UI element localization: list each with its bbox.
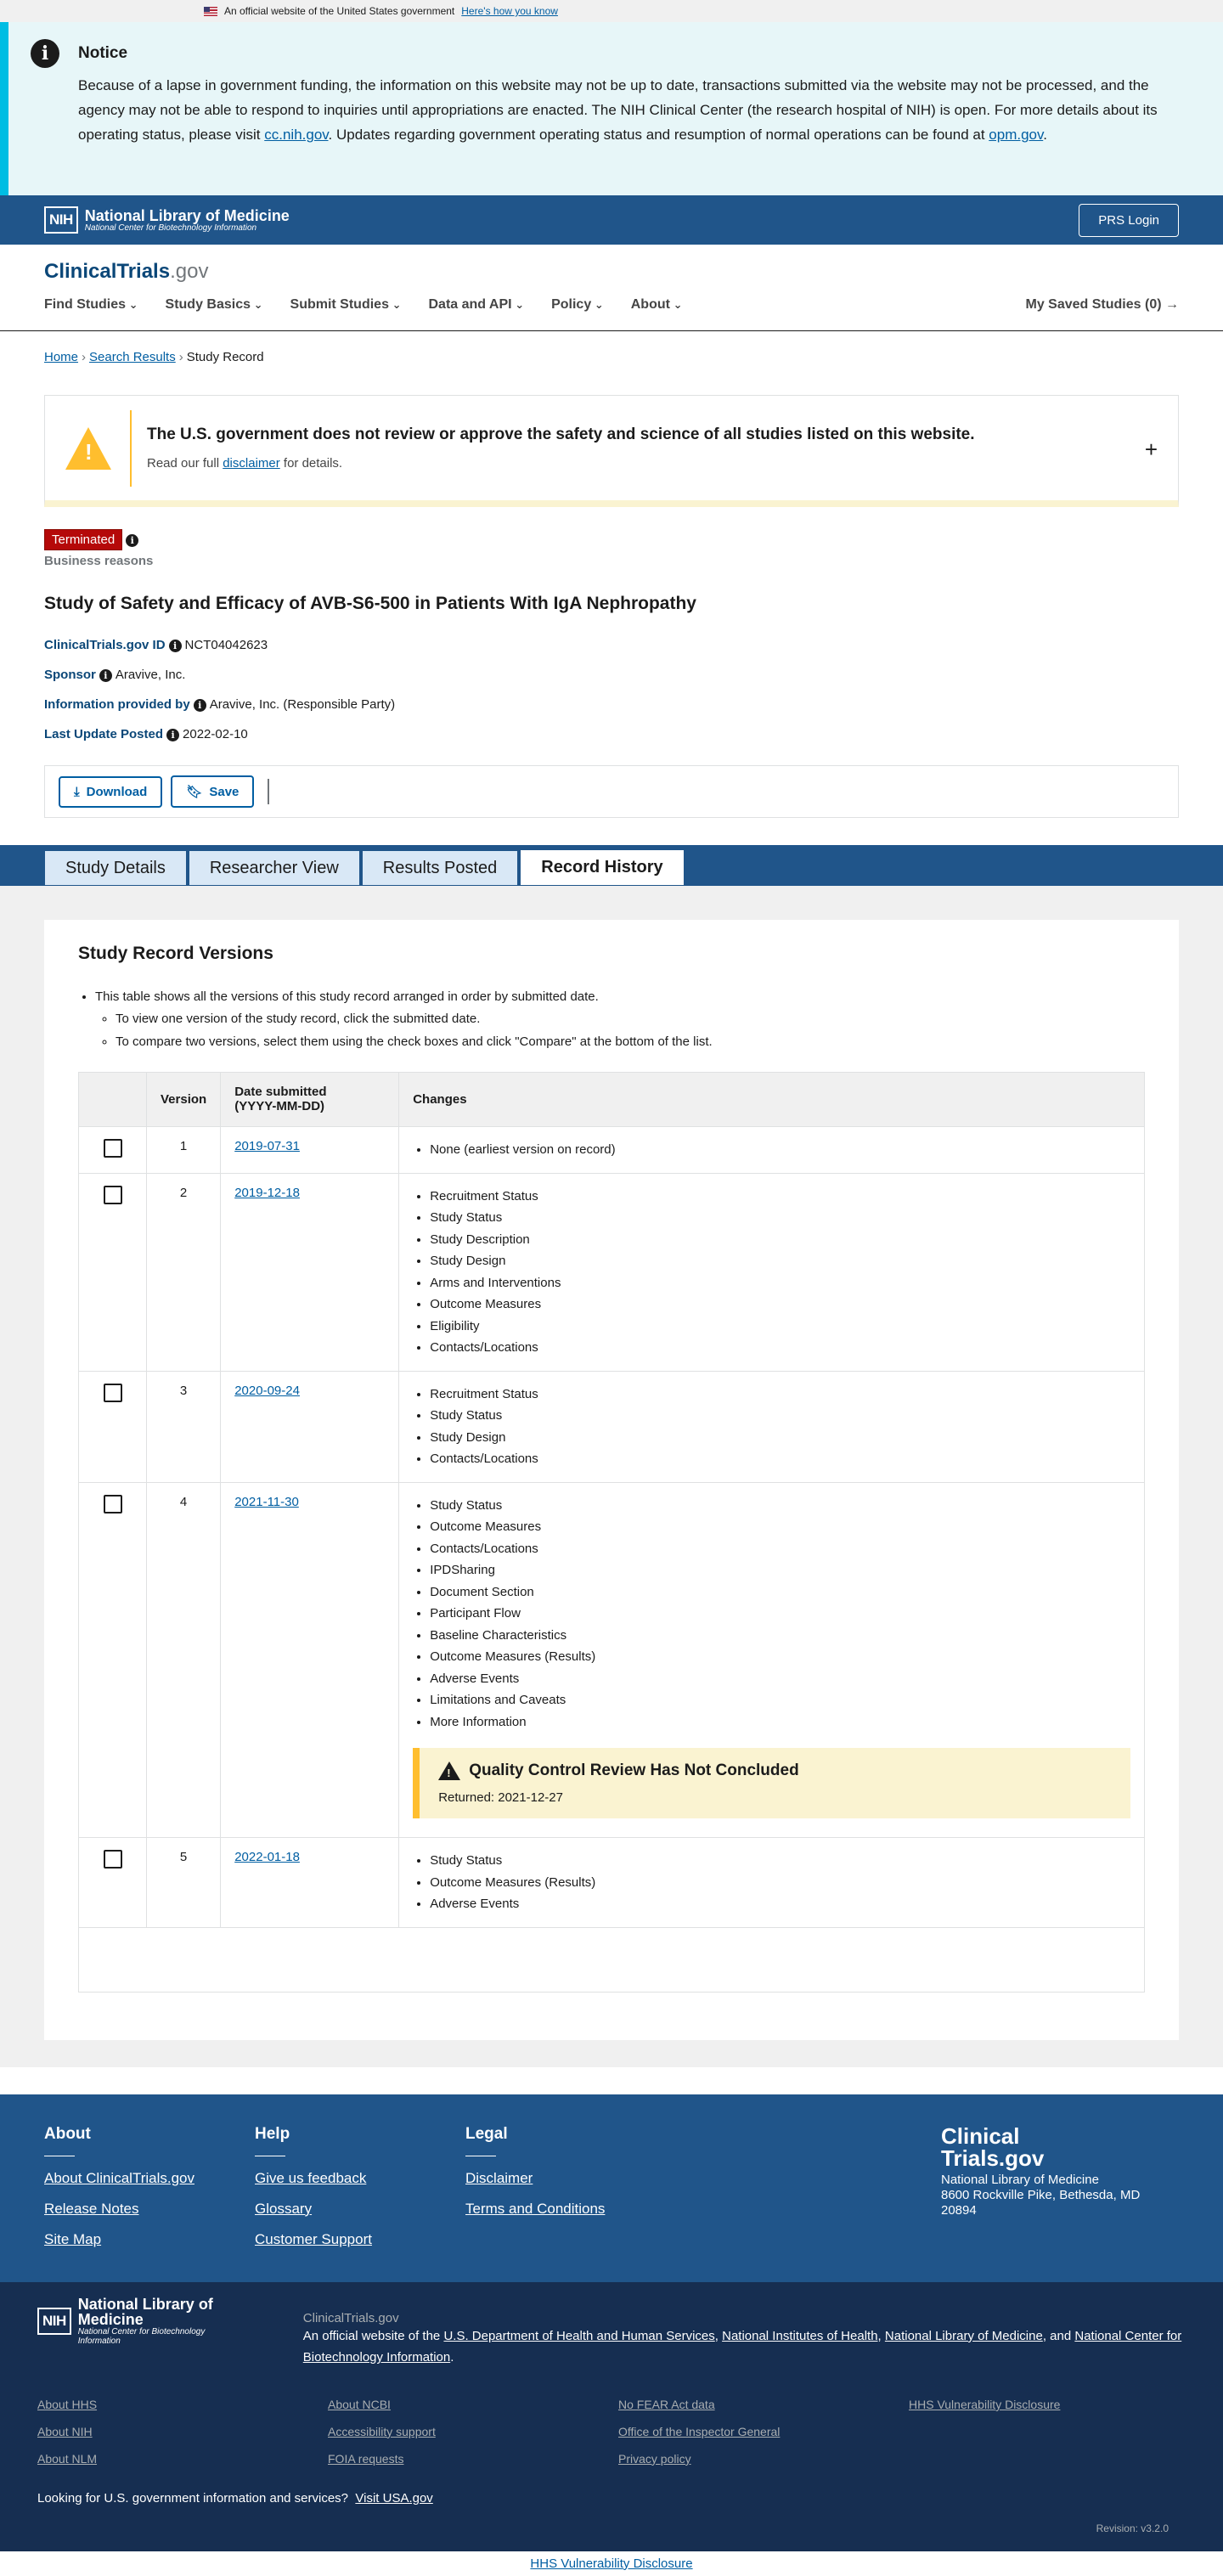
instruction-2: ◦ To view one version of the study record, click the submitted date. (116, 1008, 1145, 1030)
usa-gov-line: Looking for U.S. government information and services? Visit USA.gov (37, 2490, 433, 2506)
change-item: • Limitations and Caveats (430, 1689, 1130, 1711)
footer-link[interactable]: Customer Support (255, 2230, 372, 2247)
footer-link[interactable]: Release Notes (44, 2200, 139, 2217)
id-info-icon[interactable]: i (169, 640, 182, 652)
footer-ct-logo[interactable]: Clinical Trials.gov (941, 2122, 1045, 2171)
change-item: • Outcome Measures (Results) (430, 1872, 1130, 1894)
qc-returned-date: Returned: 2021-12-27 (438, 1790, 563, 1806)
footer-nlm-logo[interactable] (37, 2295, 247, 2346)
change-item: • Recruitment Status (430, 1186, 1130, 1208)
version-checkbox[interactable] (104, 1139, 122, 1158)
status-badge: Terminated (44, 529, 122, 550)
version-checkbox[interactable] (104, 1495, 122, 1513)
status-reason: Business reasons (44, 554, 154, 568)
version-date-link[interactable]: 2021-11-30 (234, 1494, 299, 1509)
hhs-vulnerability-link[interactable]: HHS Vulnerability Disclosure (530, 2556, 693, 2571)
change-item: • Study Status (430, 1495, 1130, 1517)
col-changes: Changes (399, 1072, 1145, 1126)
version-number: 3 (147, 1371, 221, 1482)
notice-body: Because of a lapse in government funding, the information on this website may not be up to date, transactions submitted via the website may not be processed, and the agency may not be able to respond to inquiries until appropriations are enacted. The NIH Clinical Center (the research hospital of NIH) is open. For more details about its operating status, please visit cc.nih.gov. Updates regarding government operating status and resumption of normal operations can be found at opm.gov. (78, 77, 1158, 144)
change-item: • More Information (430, 1711, 1130, 1733)
footer-link[interactable]: Glossary (255, 2200, 313, 2217)
versions-instructions (95, 986, 1145, 1053)
footer-link[interactable]: HHS Vulnerability Disclosure (909, 2397, 1061, 2411)
qc-alert (413, 1748, 1130, 1818)
revision-text: Revision: v3.2.0 (1096, 2522, 1169, 2534)
version-date-link[interactable]: 2022-01-18 (234, 1850, 300, 1865)
change-item: • Arms and Interventions (430, 1272, 1130, 1294)
nlm-title: National Library of Medicine (84, 206, 290, 224)
tab-study-details[interactable]: Study Details (44, 850, 187, 886)
breadcrumb: Home › Search Results › Study Record (44, 350, 264, 364)
nlm-subtitle: National Center for Biotechnology Information (77, 2326, 206, 2346)
footer-help-title: Help (255, 2125, 465, 2156)
footer-link[interactable]: FOIA requests (328, 2451, 404, 2466)
fact-id: ClinicalTrials.gov ID i NCT04042623 (44, 638, 268, 652)
gov-banner (0, 0, 1223, 22)
footer-link[interactable]: About NLM (37, 2451, 98, 2466)
footer-link[interactable]: About HHS (37, 2397, 98, 2411)
record-history-panel (0, 886, 1223, 2067)
footer-link[interactable]: About ClinicalTrials.gov (44, 2169, 194, 2186)
table-row (79, 1126, 1145, 1173)
footer-legal (465, 2125, 676, 2248)
provided-info-icon[interactable]: i (194, 699, 206, 712)
cc-nih-link[interactable]: cc.nih.gov (264, 127, 329, 144)
download-icon: ⤓ (74, 784, 80, 799)
footer-link[interactable]: Site Map (44, 2230, 102, 2247)
shutdown-notice (0, 22, 1223, 195)
change-item: • Contacts/Locations (430, 1337, 1130, 1359)
disclaimer-title: The U.S. government does not review or approve the safety and science of all studies listed on this website. (147, 426, 975, 443)
nlm-bar (0, 195, 1223, 245)
expand-plus-icon[interactable]: + (1144, 437, 1158, 462)
footer-legal-title: Legal (465, 2125, 676, 2156)
version-number: 1 (147, 1126, 221, 1173)
col-version: Version (147, 1072, 221, 1126)
footer-link[interactable]: Terms and Conditions (465, 2200, 606, 2217)
nav-submit-studies[interactable]: Submit Studies ⌄ (290, 297, 402, 313)
version-date-link[interactable]: 2020-09-24 (234, 1383, 300, 1398)
ncbi-link[interactable]: National Center for Biotechnology Information (302, 2328, 1182, 2365)
footer-about-title: About (44, 2125, 255, 2156)
disclaimer-divider (130, 410, 132, 487)
nlm-logo[interactable] (44, 206, 290, 234)
nav-data-api[interactable]: Data and API ⌄ (428, 297, 524, 313)
saved-studies-link[interactable]: My Saved Studies (0) → (1025, 297, 1179, 312)
disclaimer-banner (44, 395, 1179, 507)
fact-sponsor: Sponsor i Aravive, Inc. (44, 668, 186, 682)
prs-login-button[interactable]: PRS Login (1079, 204, 1179, 237)
version-date-link[interactable]: 2019-07-31 (234, 1138, 300, 1153)
change-item: • Study Status (430, 1405, 1130, 1427)
disclaimer-link[interactable]: disclaimer (223, 456, 280, 471)
change-item: • Document Section (430, 1581, 1130, 1604)
version-number: 5 (147, 1838, 221, 1928)
col-select (79, 1072, 147, 1126)
change-item: • Outcome Measures (430, 1516, 1130, 1538)
table-row (79, 1838, 1145, 1928)
main-nav (44, 297, 1179, 313)
ct-logo[interactable]: ClinicalTrials.gov (44, 260, 209, 283)
tab-results-posted[interactable]: Results Posted (362, 850, 519, 886)
versions-title: Study Record Versions (78, 944, 273, 963)
nav-policy[interactable]: Policy ⌄ (551, 297, 604, 313)
change-item: • Baseline Characteristics (430, 1625, 1130, 1647)
footer-official-text: ClinicalTrials.gov An official website of the U.S. Department of Health and Human Services, National Institutes of Health, National Library of Medicine, and National Center for Biotechnology Information. (303, 2304, 1186, 2369)
footer-about (44, 2125, 255, 2248)
footer-bottom (0, 2282, 1223, 2551)
change-item: • Study Design (430, 1427, 1130, 1449)
change-item: • Adverse Events (430, 1893, 1130, 1915)
nav-about[interactable]: About ⌄ (631, 297, 683, 313)
tab-record-history[interactable]: Record History (520, 847, 684, 886)
change-item: • Study Status (430, 1850, 1130, 1872)
warning-icon: ! (438, 1761, 460, 1780)
toolbar-divider (268, 779, 269, 804)
status-info-icon[interactable]: i (126, 534, 138, 547)
change-item: • Participant Flow (430, 1603, 1130, 1625)
study-title: Study of Safety and Efficacy of AVB-S6-500 in Patients With IgA Nephropathy (44, 594, 696, 613)
footer-link[interactable]: About NCBI (328, 2397, 391, 2411)
fact-last-update: Last Update Posted i 2022-02-10 (44, 727, 248, 741)
sponsor-info-icon[interactable]: i (99, 669, 112, 682)
change-item: • Adverse Events (430, 1668, 1130, 1690)
table-row (79, 1173, 1145, 1371)
record-tabs (0, 845, 1223, 886)
footer-link[interactable]: Office of the Inspector General (618, 2424, 781, 2438)
col-date: Date submitted (YYYY-MM-DD) (221, 1072, 399, 1126)
site-header (0, 245, 1223, 331)
notice-title: Notice (78, 44, 128, 62)
change-item: • Outcome Measures (430, 1294, 1130, 1316)
instruction-3: ◦ To compare two versions, select them using the check boxes and click "Compare" at the bottom of the list. (116, 1031, 1145, 1053)
opm-link[interactable]: opm.gov (989, 127, 1044, 144)
hhs-link[interactable]: U.S. Department of Health and Human Services (443, 2328, 715, 2343)
nih-logo-box: NIH (44, 206, 78, 234)
footer-link[interactable]: Privacy policy (618, 2451, 691, 2466)
change-item: • Study Status (430, 1207, 1130, 1229)
instruction-1: • This table shows all the versions of this study record arranged in order by submitted date. (95, 986, 1145, 1008)
table-row (79, 1371, 1145, 1482)
change-item: • Eligibility (430, 1316, 1130, 1338)
footer-address-org: National Library of Medicine (941, 2172, 1099, 2187)
nlm-title: National Library of Medicine (77, 2295, 213, 2328)
change-item: • None (earliest version on record) (430, 1139, 1130, 1161)
footer-address: 8600 Rockville Pike, Bethesda, MD 20894 (941, 2187, 1141, 2218)
footer-link[interactable]: Disclaimer (465, 2169, 533, 2186)
footer-bottom-links (37, 2398, 1186, 2466)
info-icon: i (31, 39, 59, 68)
last-line (0, 2551, 1223, 2576)
change-item: • Study Design (430, 1250, 1130, 1272)
breadcrumb-home[interactable]: Home (44, 350, 79, 364)
nav-find-studies[interactable]: Find Studies ⌄ (44, 297, 138, 313)
version-number: 4 (147, 1482, 221, 1838)
nlm-link[interactable]: National Library of Medicine (884, 2328, 1043, 2343)
footer-site-name: ClinicalTrials.gov (302, 2310, 399, 2325)
version-checkbox[interactable] (104, 1384, 122, 1402)
fact-provided-by: Information provided by i Aravive, Inc. (Responsible Party) (44, 697, 396, 712)
change-item: • Recruitment Status (430, 1384, 1130, 1406)
change-item: • IPDSharing (430, 1559, 1130, 1581)
nih-link[interactable]: National Institutes of Health (722, 2328, 878, 2343)
heres-how-link[interactable]: Here's how you know (461, 5, 558, 17)
table-footer-row (79, 1927, 1145, 1992)
nih-logo-box: NIH (37, 2308, 71, 2335)
download-button[interactable]: ⤓ Download (59, 776, 162, 808)
study-toolbar (44, 765, 1179, 818)
footer-link[interactable]: About NIH (37, 2424, 93, 2438)
footer-help (255, 2125, 465, 2248)
change-item: • Outcome Measures (Results) (430, 1646, 1130, 1668)
usa-gov-link[interactable]: Visit USA.gov (355, 2490, 433, 2506)
version-date-link[interactable]: 2019-12-18 (234, 1185, 300, 1200)
study-facts (0, 614, 1223, 741)
change-item: • Study Description (430, 1229, 1130, 1251)
update-info-icon[interactable]: i (166, 729, 179, 741)
footer-top (0, 2094, 1223, 2282)
tab-researcher-view[interactable]: Researcher View (189, 850, 360, 886)
version-number: 2 (147, 1173, 221, 1371)
footer-link-empty (909, 2425, 1199, 2438)
version-checkbox[interactable] (104, 1850, 122, 1869)
versions-card (44, 920, 1179, 2040)
footer-link[interactable]: Accessibility support (328, 2424, 436, 2438)
footer-link[interactable]: No FEAR Act data (618, 2397, 715, 2411)
gov-banner-text: An official website of the United States government (224, 5, 455, 17)
footer-link[interactable]: Give us feedback (255, 2169, 367, 2186)
breadcrumb-current: Study Record (186, 350, 264, 364)
nlm-subtitle: National Center for Biotechnology Information (84, 223, 257, 233)
change-item: • Contacts/Locations (430, 1448, 1130, 1470)
versions-table (78, 1072, 1145, 1993)
version-checkbox[interactable] (104, 1186, 122, 1204)
save-button[interactable]: 🔖︎ Save (171, 775, 254, 808)
bookmark-icon: 🔖︎ (186, 785, 203, 799)
disclaimer-text: Read our full disclaimer for details. (147, 456, 343, 471)
breadcrumb-search-results[interactable]: Search Results (89, 350, 176, 364)
table-row (79, 1482, 1145, 1838)
footer-brand (941, 2122, 1179, 2248)
change-item: • Contacts/Locations (430, 1538, 1130, 1560)
us-flag-icon (204, 7, 217, 16)
nav-study-basics[interactable]: Study Basics ⌄ (166, 297, 263, 313)
qc-title: Quality Control Review Has Not Concluded (469, 1761, 799, 1780)
warning-icon: ! (65, 427, 111, 470)
